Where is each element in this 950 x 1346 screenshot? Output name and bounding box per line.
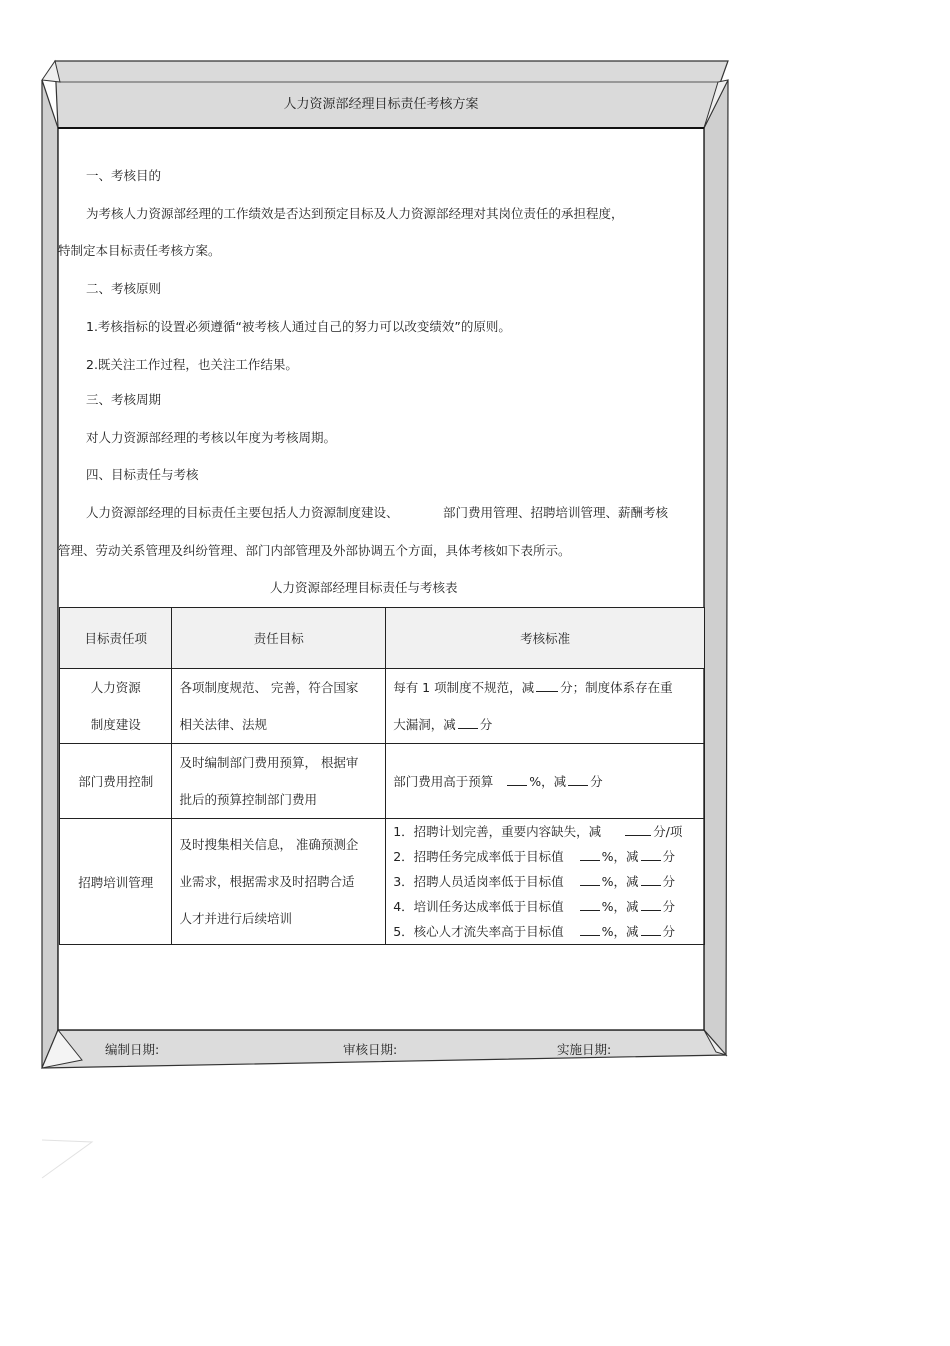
row2-criteria-text2: %，减 — [529, 773, 567, 789]
table-caption: 人力资源部经理目标责任与考核表 — [270, 580, 458, 595]
blank-field — [580, 924, 600, 936]
row1-target-line2: 相关法律、法规 — [179, 717, 267, 732]
blank-field — [568, 774, 588, 786]
table-row — [60, 744, 705, 819]
table-header-row — [60, 608, 705, 669]
blank-field — [580, 899, 600, 911]
header-target: 责任目标 — [172, 608, 386, 669]
row2-item-cell: 部门费用控制 — [60, 744, 172, 819]
row1-criteria-text3: 大漏洞，减 — [393, 717, 456, 732]
blank-field — [641, 924, 661, 936]
section2-item1: 1.考核指标的设置必须遵循“被考核人通过自己的努力可以改变绩效”的原则。 — [86, 319, 511, 334]
section1-paragraph-line2: 特制定本目标责任考核方案。 — [58, 243, 221, 258]
row3-criteria-item2 — [386, 844, 704, 869]
section1-paragraph-line1: 为考核人力资源部经理的工作绩效是否达到预定目标及人力资源部经理对其岗位责任的承担程度， — [86, 206, 624, 221]
footer-reviewed-date: 审核日期: — [343, 1042, 398, 1057]
blank-field — [507, 774, 527, 786]
row3-criteria-item1-text: 1．招聘计划完善，重要内容缺失，减 — [393, 824, 602, 839]
row3-criteria-item5-pct: %，减 — [601, 924, 639, 939]
row3-criteria-item1 — [386, 819, 704, 844]
row3-criteria-item2-unit: 分 — [662, 849, 676, 864]
section4-heading: 四、目标责任与考核 — [86, 467, 199, 482]
footer-effective-date: 实施日期: — [557, 1042, 612, 1057]
row1-criteria-text2: 分；制度体系存在重 — [560, 680, 673, 695]
row3-criteria-item3 — [386, 869, 704, 894]
row1-item-cell — [60, 669, 172, 744]
row1-item-line1: 人力资源 — [90, 680, 141, 695]
section4-paragraph-line1b: 部门费用管理、招聘培训管理、薪酬考核 — [443, 505, 669, 520]
header-item: 目标责任项 — [60, 608, 172, 669]
target-responsibility-table — [59, 607, 705, 945]
section2-heading: 二、考核原则 — [86, 281, 162, 296]
row3-criteria-item1-unit: 分/项 — [653, 824, 683, 839]
row1-criteria-line2 — [386, 706, 704, 743]
row3-criteria-item4-unit: 分 — [662, 899, 676, 914]
page-title: 人力资源部经理目标责任考核方案 — [283, 97, 479, 112]
row2-criteria-cell — [386, 744, 705, 819]
row3-criteria-item5 — [386, 919, 704, 944]
row3-criteria-item4 — [386, 894, 704, 919]
row3-target-line3: 人才并进行后续培训 — [179, 911, 292, 926]
blank-field — [536, 680, 558, 692]
row3-criteria-item5-unit: 分 — [662, 924, 676, 939]
blank-field — [625, 824, 651, 836]
row2-target-cell — [172, 744, 386, 819]
row3-criteria-item4-pct: %，减 — [601, 899, 639, 914]
row3-criteria-item4-text: 4．培训任务达成率低于目标值 — [393, 899, 564, 914]
row2-target-line1: 及时编制部门费用预算， 根据审 — [179, 755, 359, 770]
row2-criteria-text3: 分 — [590, 773, 603, 789]
row3-criteria-item3-pct: %，减 — [601, 874, 639, 889]
row3-criteria-cell — [386, 819, 705, 945]
blank-field — [641, 899, 661, 911]
section4-paragraph-line2: 管理、劳动关系管理及纠纷管理、部门内部管理及外部协调五个方面，具体考核如下表所示。 — [58, 543, 571, 558]
row1-criteria-cell — [386, 669, 705, 744]
section4-paragraph-line1a: 人力资源部经理的目标责任主要包括人力资源制度建设、 — [86, 505, 399, 520]
row2-criteria-text1: 部门费用高于预算 — [393, 773, 494, 789]
section3-heading: 三、考核周期 — [86, 392, 162, 407]
stray-mark — [42, 1140, 92, 1178]
row1-target-cell — [172, 669, 386, 744]
row3-criteria-item3-unit: 分 — [662, 874, 676, 889]
frame-left-band — [42, 80, 58, 1068]
section1-heading: 一、考核目的 — [86, 168, 162, 183]
header-criteria: 考核标准 — [386, 608, 705, 669]
row1-criteria-text4: 分 — [479, 717, 493, 732]
table-row — [60, 819, 705, 945]
row3-target-cell — [172, 819, 386, 945]
row3-criteria-item2-pct: %，减 — [601, 849, 639, 864]
row3-target-line1: 及时搜集相关信息， 准确预测企 — [179, 837, 359, 852]
row2-criteria-line — [386, 763, 704, 800]
blank-field — [580, 849, 600, 861]
blank-field — [458, 717, 478, 729]
row1-item-line2: 制度建设 — [90, 717, 141, 732]
row3-item-cell: 招聘培训管理 — [60, 819, 172, 945]
section3-paragraph: 对人力资源部经理的考核以年度为考核周期。 — [86, 430, 337, 445]
row2-target-line2: 批后的预算控制部门费用 — [179, 792, 317, 807]
frame-right-band — [704, 80, 728, 1055]
section2-item2: 2.既关注工作过程，也关注工作结果。 — [86, 357, 298, 372]
blank-field — [641, 874, 661, 886]
footer-compiled-date: 编制日期: — [105, 1042, 160, 1057]
row1-criteria-text1: 每有 1 项制度不规范，减 — [393, 680, 535, 695]
row3-criteria-item2-text: 2．招聘任务完成率低于目标值 — [393, 849, 564, 864]
table-row — [60, 669, 705, 744]
blank-field — [641, 849, 661, 861]
row1-criteria-line1 — [386, 669, 704, 706]
row1-target-line1: 各项制度规范、 完善，符合国家 — [179, 680, 359, 695]
row3-criteria-item3-text: 3．招聘人员适岗率低于目标值 — [393, 874, 564, 889]
blank-field — [580, 874, 600, 886]
row3-criteria-item5-text: 5．核心人才流失率高于目标值 — [393, 924, 564, 939]
row3-target-line2: 业需求，根据需求及时招聘合适 — [179, 874, 355, 889]
